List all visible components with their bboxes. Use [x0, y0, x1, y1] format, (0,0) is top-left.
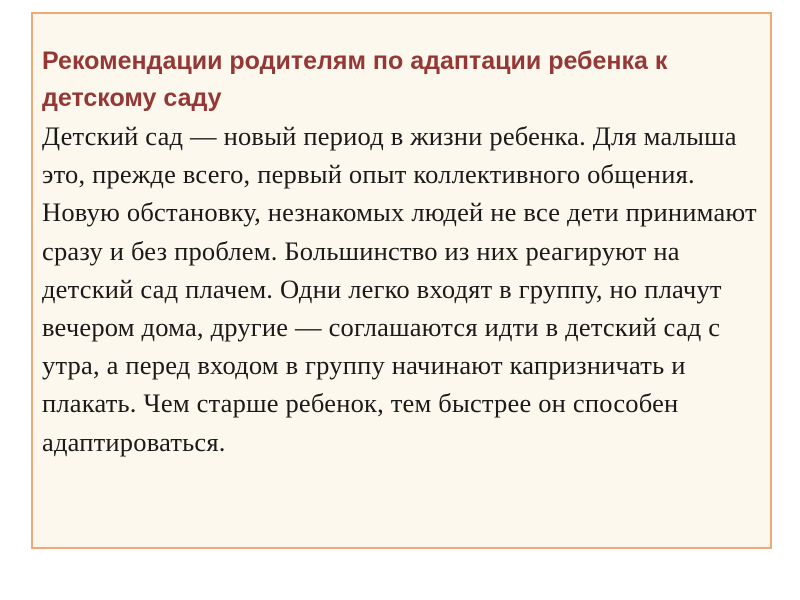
slide-paragraph: Детский сад — новый период в жизни ребенка. Для малыша это, прежде всего, первый опыт коллективного общения. Новую обстановку, незнакомых людей не все дети принимают сразу и без проблем. Большинство из них реагируют на детский сад плачем. Одни легко входят в группу, но плачут вечером дома, другие — соглашаются идти в детский сад с утра, а перед входом в группу начинают капризничать и плакать. Чем старше ребенок, тем быстрее он способен адаптироваться. — [42, 121, 757, 457]
slide-frame — [31, 12, 772, 549]
slide-title: Рекомендации родителям по адаптации ребенка к детскому саду — [42, 47, 668, 112]
slide-content — [42, 43, 764, 461]
